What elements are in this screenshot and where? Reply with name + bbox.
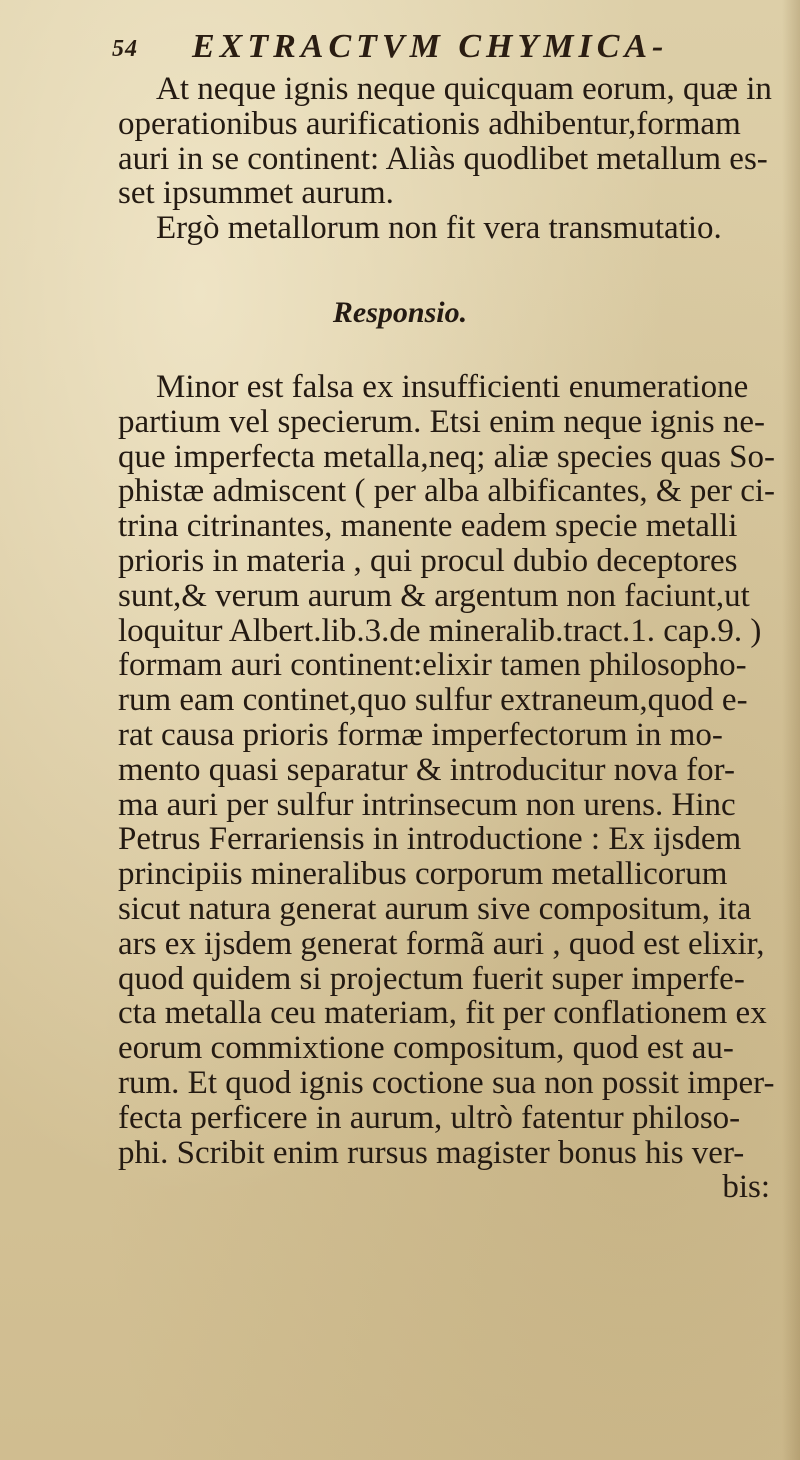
text-line: Minor est falsa ex insufficienti enumeratione (156, 369, 749, 405)
section-heading: Responsio. (332, 296, 468, 329)
text-line: sunt,& verum aurum & argentum non faciunt,ut (118, 577, 750, 614)
running-header (112, 28, 752, 64)
paragraph-responsio (118, 370, 786, 1205)
text-line: rum eam continet,quo sulfur extraneum,quod e- (118, 682, 748, 719)
text-line: loquitur Albert.lib.3.de mineralib.tract.1. cap.9. ) (118, 612, 762, 649)
text-line: quod quidem si projectum fuerit super imperfe- (118, 960, 745, 997)
text-line: rat causa prioris formæ imperfectorum in mo- (118, 716, 723, 753)
text-line: que imperfecta metalla,neq; aliæ species quas So- (118, 438, 776, 475)
text-line: partium vel specierum. Etsi enim neque ignis ne- (118, 403, 765, 440)
text-line: trina citrinantes, manente eadem specie metalli (118, 508, 738, 545)
running-title: EXTRACTVM CHYMICA- (192, 28, 669, 65)
text-line: principiis mineralibus corporum metallicorum (118, 856, 728, 893)
text-line: auri in se continent: Aliàs quodlibet metallum es- (118, 140, 768, 177)
text-line: prioris in materia , qui procul dubio deceptores (118, 542, 738, 579)
text-line: mento quasi separatur & introducitur nova for- (118, 751, 735, 788)
text-line: fecta perficere in aurum, ultrò fatentur philoso- (118, 1099, 741, 1136)
text-line: operationibus aurificationis adhibentur,formam (118, 105, 741, 142)
text-line: eorum commixtione compositum, quod est au- (118, 1030, 734, 1067)
text-line: phistæ admiscent ( per alba albificantes, & per ci- (118, 473, 776, 510)
text-line: ma auri per sulfur intrinsecum non urens. Hinc (118, 786, 736, 823)
text-line: set ipsummet aurum. (118, 175, 394, 212)
text-line: ars ex ijsdem generat formã auri , quod est elixir, (118, 925, 765, 962)
paragraph-argument (118, 72, 786, 246)
text-line: formam auri continent:elixir tamen philosopho- (118, 647, 747, 684)
text-line: cta metalla ceu materiam, fit per conflationem ex (118, 995, 767, 1032)
text-line: Ergò metallorum non fit vera transmutatio. (156, 210, 722, 247)
page-number: 54 (112, 36, 138, 62)
text-line: Petrus Ferrariensis in introductione : Ex ijsdem (118, 821, 742, 858)
text-line: bis: (722, 1169, 770, 1206)
text-line: phi. Scribit enim rursus magister bonus his ver- (118, 1134, 745, 1171)
text-line: At neque ignis neque quicquam eorum, quæ in (156, 71, 772, 107)
text-line: sicut natura generat aurum sive compositum, ita (118, 890, 752, 927)
text-line: rum. Et quod ignis coctione sua non possit imper- (118, 1064, 775, 1101)
